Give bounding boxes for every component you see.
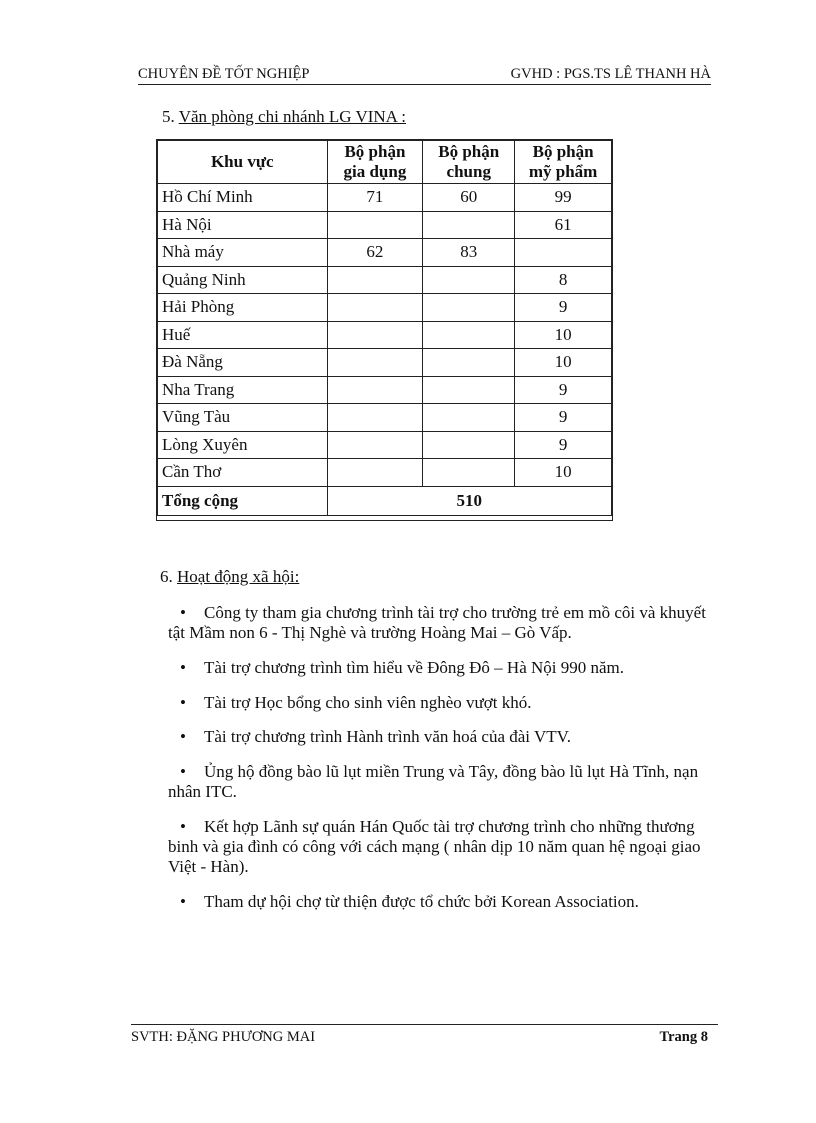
cell-gia-dung bbox=[327, 431, 423, 459]
cell-gia-dung bbox=[327, 459, 423, 487]
cell-region: Đà Nẵng bbox=[158, 349, 328, 377]
cell-chung bbox=[423, 431, 515, 459]
bullet-item bbox=[168, 658, 723, 678]
table-row bbox=[158, 321, 612, 349]
bullet-icon: • bbox=[180, 658, 186, 677]
cell-gia-dung bbox=[327, 349, 423, 377]
table-row bbox=[158, 211, 612, 239]
table-row bbox=[158, 404, 612, 432]
header-left: CHUYÊN ĐỀ TỐT NGHIỆP bbox=[138, 66, 310, 82]
cell-chung: 83 bbox=[423, 239, 515, 267]
cell-region: Hà Nội bbox=[158, 211, 328, 239]
bullet-icon: • bbox=[180, 892, 186, 911]
bullet-icon: • bbox=[180, 727, 186, 746]
section-6-heading bbox=[160, 567, 299, 587]
cell-region: Huế bbox=[158, 321, 328, 349]
cell-gia-dung bbox=[327, 404, 423, 432]
table-row bbox=[158, 349, 612, 377]
bullet-text: Tài trợ Học bổng cho sinh viên nghèo vượt khó. bbox=[204, 693, 532, 712]
bullet-text: Công ty tham gia chương trình tài trợ cho trường trẻ em mồ côi và khuyết tật Mầm non 6 - Thị Nghè và trường Hoàng Mai – Gò Vấp. bbox=[168, 603, 706, 642]
bullet-item bbox=[168, 603, 723, 643]
total-value: 510 bbox=[327, 486, 611, 515]
cell-region: Hải Phòng bbox=[158, 294, 328, 322]
cell-chung bbox=[423, 376, 515, 404]
bullet-text: Tham dự hội chợ từ thiện được tổ chức bởi Korean Association. bbox=[204, 892, 639, 911]
page-header bbox=[138, 64, 711, 85]
table-header-row bbox=[158, 141, 612, 184]
section-5-number: 5. bbox=[162, 107, 175, 126]
cell-my-pham: 9 bbox=[515, 294, 612, 322]
table-row bbox=[158, 459, 612, 487]
table-row bbox=[158, 431, 612, 459]
page-number: Trang 8 bbox=[659, 1029, 708, 1045]
cell-chung: 60 bbox=[423, 184, 515, 212]
cell-my-pham: 10 bbox=[515, 459, 612, 487]
header-my-pham: Bộ phận mỹ phẩm bbox=[515, 141, 612, 184]
bullet-item bbox=[168, 693, 723, 713]
bullet-item bbox=[168, 817, 723, 877]
bullet-text: Kết hợp Lãnh sự quán Hán Quốc tài trợ chương trình cho những thương binh và gia đình có công với cách mạng ( nhân dịp 10 năm quan hệ ngoại giao Việt - Hàn). bbox=[168, 817, 701, 876]
bullet-item bbox=[168, 727, 723, 747]
cell-my-pham: 9 bbox=[515, 376, 612, 404]
cell-gia-dung bbox=[327, 266, 423, 294]
table-total-row bbox=[158, 486, 612, 515]
bullet-icon: • bbox=[180, 603, 186, 622]
cell-my-pham: 10 bbox=[515, 349, 612, 377]
cell-region: Nha Trang bbox=[158, 376, 328, 404]
cell-my-pham: 9 bbox=[515, 431, 612, 459]
header-gia-dung: Bộ phận gia dụng bbox=[327, 141, 423, 184]
cell-chung bbox=[423, 211, 515, 239]
cell-my-pham: 10 bbox=[515, 321, 612, 349]
cell-gia-dung bbox=[327, 294, 423, 322]
section-6-title: Hoạt động xã hội: bbox=[177, 567, 300, 586]
bullet-item bbox=[168, 892, 723, 912]
header-khu-vuc: Khu vực bbox=[158, 141, 328, 184]
cell-gia-dung: 71 bbox=[327, 184, 423, 212]
bullet-icon: • bbox=[180, 762, 186, 781]
cell-gia-dung bbox=[327, 321, 423, 349]
cell-chung bbox=[423, 349, 515, 377]
header-right: GVHD : PGS.TS LÊ THANH HÀ bbox=[510, 66, 711, 82]
cell-region: Cần Thơ bbox=[158, 459, 328, 487]
header-chung: Bộ phận chung bbox=[423, 141, 515, 184]
cell-region: Lòng Xuyên bbox=[158, 431, 328, 459]
cell-my-pham: 61 bbox=[515, 211, 612, 239]
cell-chung bbox=[423, 266, 515, 294]
bullet-icon: • bbox=[180, 693, 186, 712]
table-row bbox=[158, 239, 612, 267]
page-footer bbox=[131, 1024, 718, 1045]
bullet-icon: • bbox=[180, 817, 186, 836]
cell-region: Quảng Ninh bbox=[158, 266, 328, 294]
cell-chung bbox=[423, 321, 515, 349]
branch-office-table bbox=[157, 140, 612, 516]
cell-region: Hồ Chí Minh bbox=[158, 184, 328, 212]
table-row bbox=[158, 376, 612, 404]
table-row bbox=[158, 294, 612, 322]
cell-my-pham: 9 bbox=[515, 404, 612, 432]
table-row bbox=[158, 266, 612, 294]
bullet-text: Ủng hộ đồng bào lũ lụt miền Trung và Tây, đồng bào lũ lụt Hà Tĩnh, nạn nhân ITC. bbox=[168, 762, 699, 801]
cell-chung bbox=[423, 459, 515, 487]
cell-gia-dung bbox=[327, 376, 423, 404]
cell-my-pham: 8 bbox=[515, 266, 612, 294]
total-label: Tổng cộng bbox=[158, 486, 328, 515]
table-row bbox=[158, 184, 612, 212]
bullet-text: Tài trợ chương trình tìm hiểu về Đông Đô – Hà Nội 990 năm. bbox=[204, 658, 625, 677]
bullet-text: Tài trợ chương trình Hành trình văn hoá của đài VTV. bbox=[204, 727, 571, 746]
cell-my-pham bbox=[515, 239, 612, 267]
cell-chung bbox=[423, 404, 515, 432]
cell-region: Vũng Tàu bbox=[158, 404, 328, 432]
cell-chung bbox=[423, 294, 515, 322]
cell-my-pham: 99 bbox=[515, 184, 612, 212]
cell-gia-dung bbox=[327, 211, 423, 239]
cell-gia-dung: 62 bbox=[327, 239, 423, 267]
cell-region: Nhà máy bbox=[158, 239, 328, 267]
section-5-heading bbox=[162, 107, 406, 127]
section-6-number: 6. bbox=[160, 567, 173, 586]
footer-author: SVTH: ĐẶNG PHƯƠNG MAI bbox=[131, 1029, 316, 1045]
bullet-item bbox=[168, 762, 723, 802]
section-5-title: Văn phòng chi nhánh LG VINA : bbox=[178, 107, 406, 126]
